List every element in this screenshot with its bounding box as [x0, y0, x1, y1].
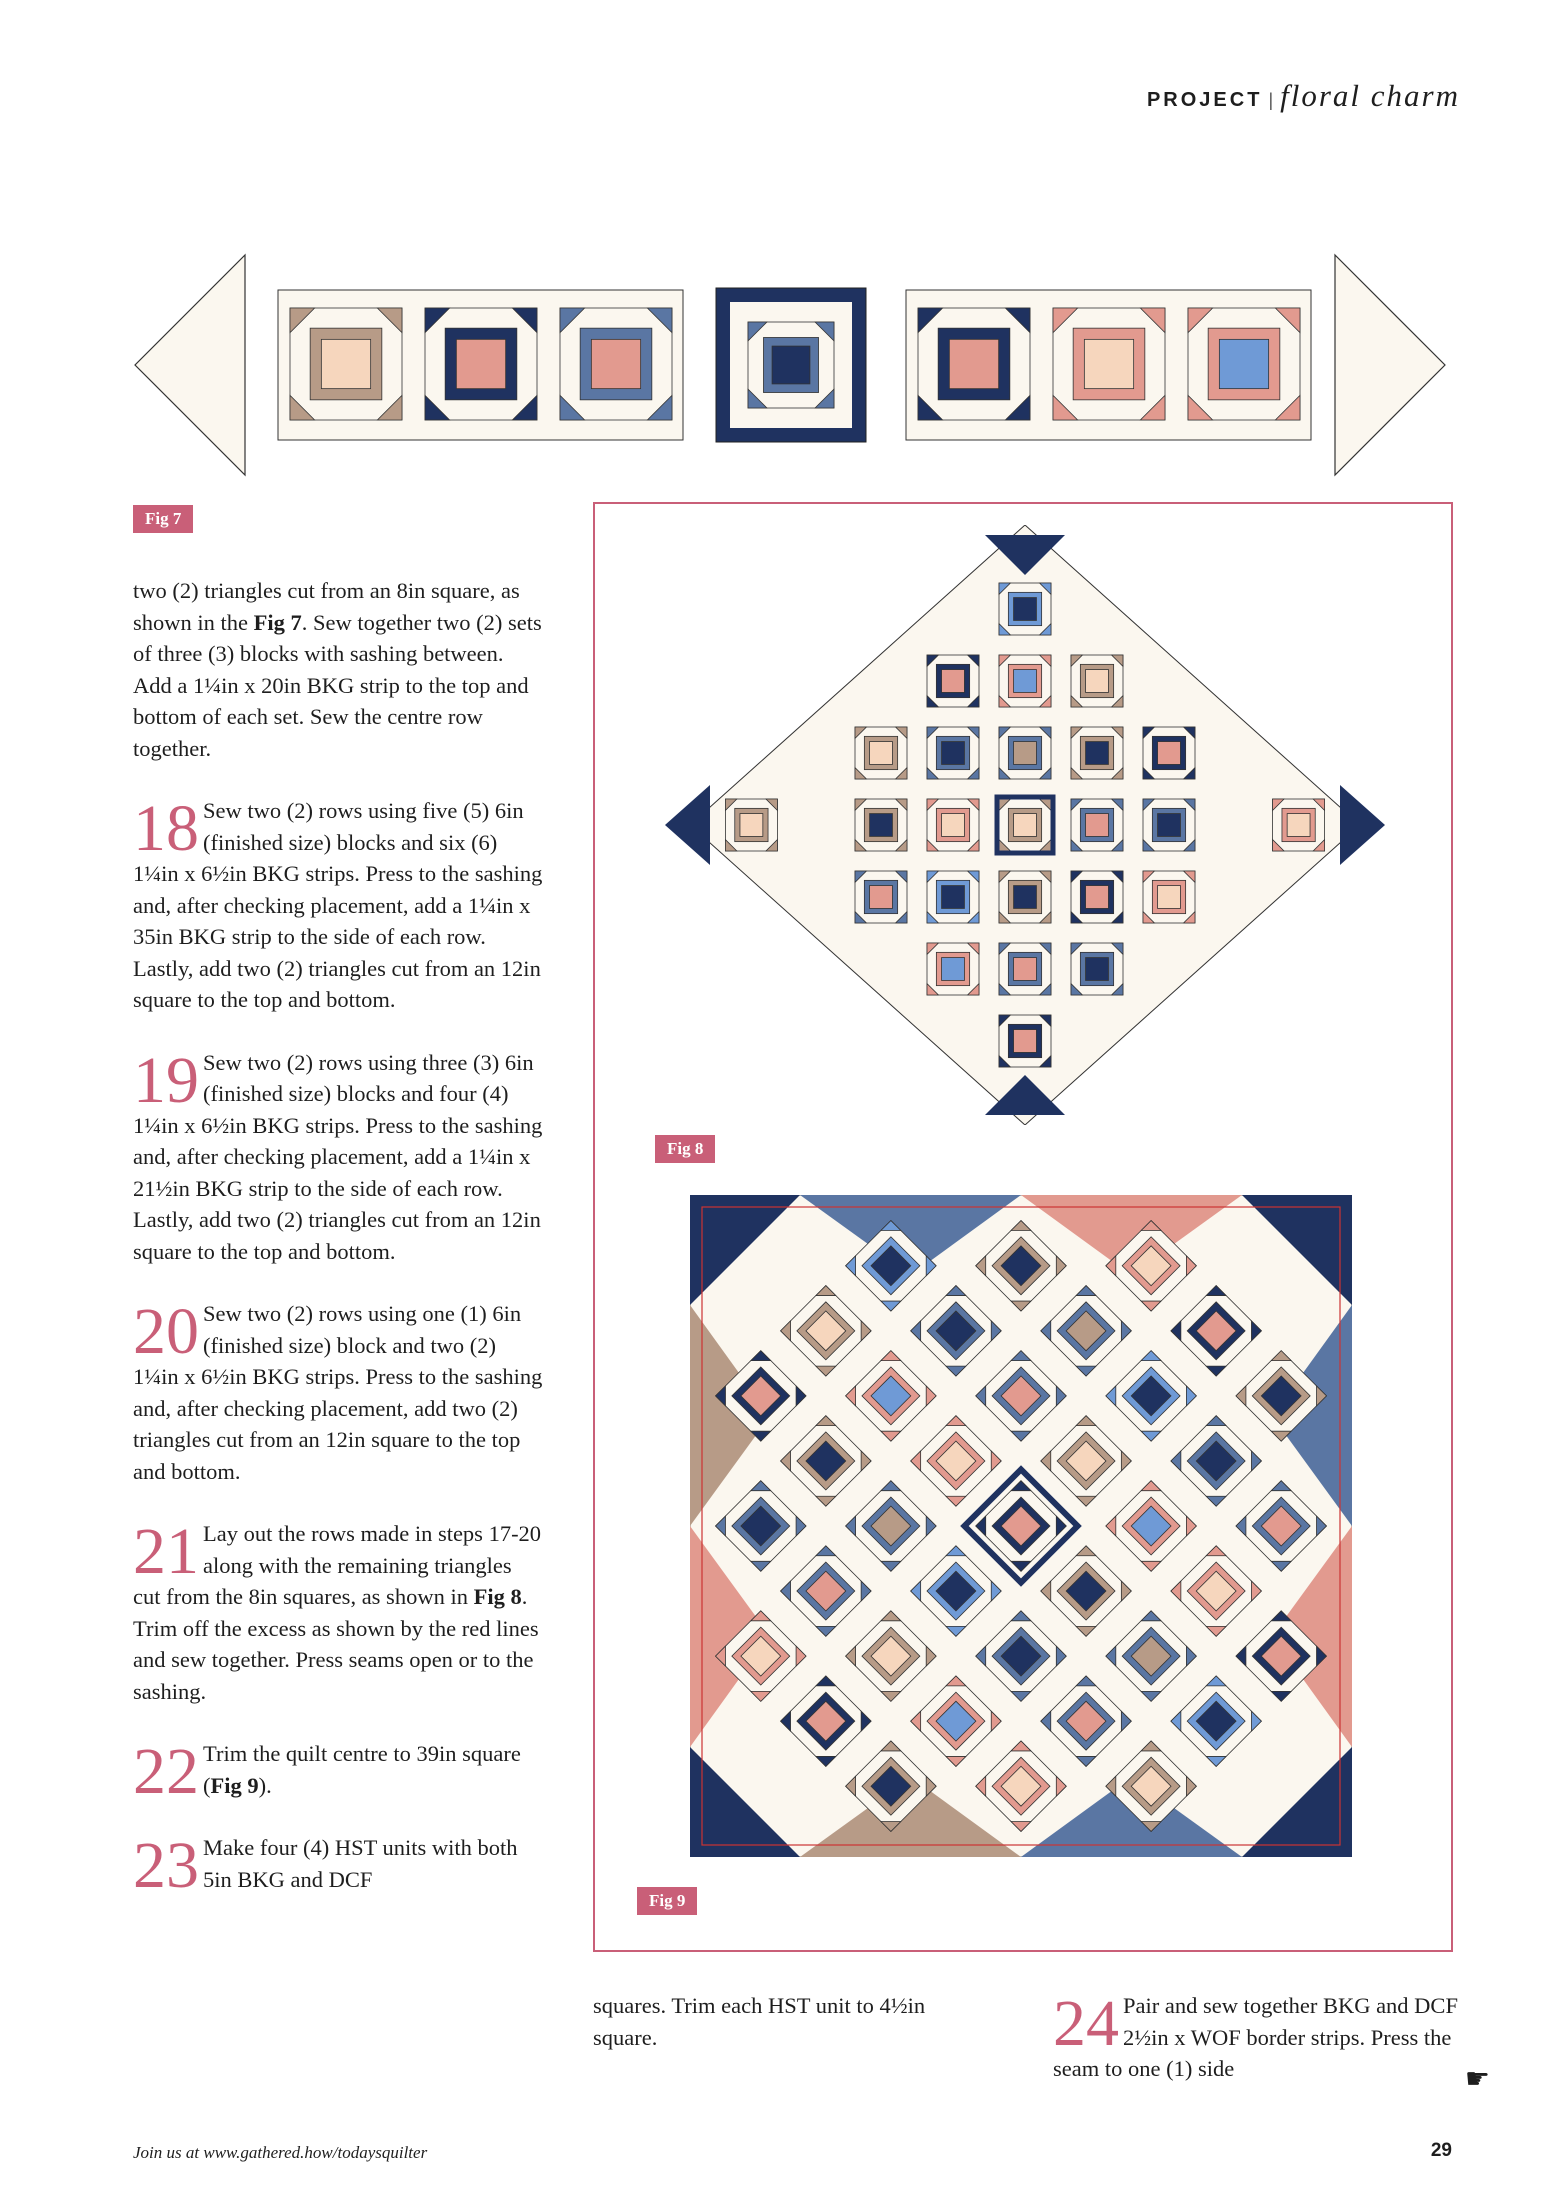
page-number: 29	[1430, 2140, 1452, 2161]
footer-website: Join us at www.gathered.how/todaysquilter	[133, 2143, 428, 2162]
section-label: PROJECT	[1146, 89, 1263, 111]
step-number: 18	[133, 792, 199, 865]
fig9-reference: Fig 9	[210, 1772, 259, 1798]
step-18	[133, 792, 543, 1016]
fig9-label: Fig 9	[637, 1887, 697, 1915]
step-text: Sew two (2) rows using one (1) 6in (finished size) block and two (2) 1¼in x 6½in BKG strips. Press to the sashing and, after checking placement, add two (2) triangles cut from an 12in square to the top and bottom.	[133, 1301, 543, 1484]
step-20	[133, 1295, 543, 1487]
fig8-illustration	[660, 525, 1390, 1125]
step-number: 22	[133, 1735, 199, 1808]
step-23	[133, 1829, 543, 1902]
step-number: 21	[133, 1515, 199, 1588]
step-text: Sew two (2) rows using five (5) 6in (finished size) blocks and six (6) 1¼in x 6½in BKG strips. Press to the sashing and, after checking placement, add a 1¼in x 35in BKG strip to the side of each row. Lastly, add two (2) triangles cut from an 12in square to the top and bottom.	[133, 798, 543, 1012]
continue-hand-icon: ☛	[1464, 2064, 1490, 2095]
step-22: 22 Trim the quilt centre to 39in square (Fig 9).	[133, 1735, 521, 1808]
step-text: Sew two (2) rows using three (3) 6in (finished size) blocks and four (4) 1¼in x 6½in BKG strips. Press to the sashing and, after checking placement, add a 1¼in x 21½in BKG strip to the side of each row. Lastly, add two (2) triangles cut from an 12in square to the top and bottom.	[133, 1049, 543, 1264]
fig8-reference: Fig 8	[473, 1584, 522, 1609]
fig7-illustration	[130, 250, 1460, 480]
step-number: 19	[133, 1043, 199, 1117]
step-21: 21 Lay out the rows made in steps 17-20 along with the remaining triangles cut from the 8in squares, as shown in Fig 8. Trim off the excess as shown by the red lines and sew together. Press seams open or to the sashing.	[133, 1515, 542, 1704]
step-text: Pair and sew together BKG and DCF 2½in x WOF border strips. Press the seam to one (1) side	[1053, 1993, 1458, 2081]
step-number: 23	[133, 1829, 199, 1902]
project-title: floral charm	[1280, 78, 1460, 113]
step-number: 20	[133, 1295, 199, 1368]
fig7-label: Fig 7	[133, 505, 193, 533]
step-19	[133, 1043, 543, 1268]
step-number: 24	[1053, 1987, 1119, 2060]
mid-column-text: squares. Trim each HST unit to 4½in square.	[593, 1993, 926, 2050]
fig8-label: Fig 8	[655, 1135, 715, 1163]
header-separator: |	[1268, 90, 1275, 110]
page-header	[1147, 78, 1460, 114]
instructions-column	[133, 575, 543, 1902]
fig7-reference: Fig 7	[253, 609, 302, 635]
fig9-illustration	[690, 1195, 1352, 1857]
step-text: Make four (4) HST units with both 5in BKG and DCF	[203, 1835, 518, 1892]
step-24	[1053, 1987, 1463, 2085]
intro-paragraph: two (2) triangles cut from an 8in square, as shown in the Fig 7. Sew together two (2) sets of three (3) blocks with sashing between. Add a 1¼in x 20in BKG strip to the top and bottom of each set. Sew the centre row together.	[133, 578, 542, 761]
